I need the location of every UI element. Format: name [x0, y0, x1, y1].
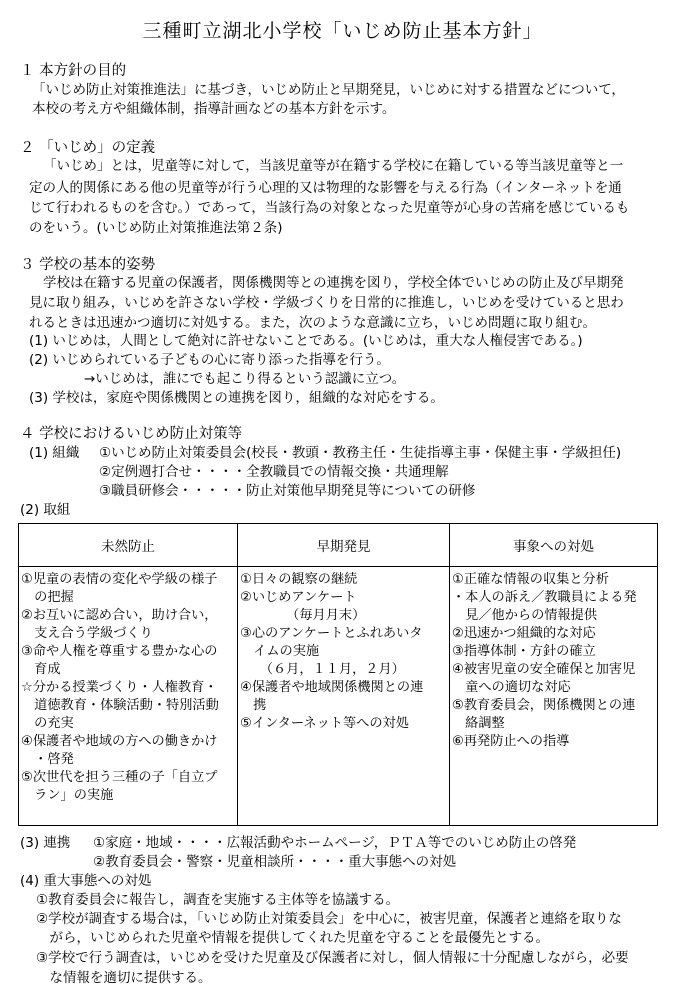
- cell-line: 童への適切な対応: [452, 680, 571, 695]
- section-3-item: (1) いじめは，人間として絶対に許せないことである。(いじめは，重大な人権侵害である。): [29, 333, 583, 349]
- cell-line: ④被害児童の安全確保と加害児: [452, 662, 636, 677]
- org-label: (1) 組織: [29, 445, 80, 461]
- cell-line: ①児童の表情の変化や学級の様子: [21, 572, 218, 587]
- cell-line: ・本人の訴え／教職員による発: [452, 590, 637, 605]
- cell-line: 支え合う学級づくり: [21, 626, 153, 641]
- cell-line: ⑥再発防止への指導: [452, 734, 570, 749]
- table-row: [19, 567, 658, 826]
- section-3-line: れるときは迅速かつ適切に対処する。また，次のような意識に立ち，いじめ問題に取り組む。: [29, 315, 596, 331]
- cell-line: ⑤教育委員会，関係機関との連: [452, 698, 636, 713]
- section-4-heading: ４ 学校におけるいじめ防止対策等: [20, 426, 243, 442]
- cell-line: ②お互いに認め合い，助け合い，: [21, 608, 218, 623]
- table-header-response: 事象への対処: [450, 524, 658, 567]
- cell-line: ⑤インターネット等への対処: [240, 716, 409, 731]
- torikumi-label: (2) 取組: [20, 502, 71, 518]
- cell-line: ②いじめアンケート: [240, 590, 357, 605]
- cell-line: （毎月月末）: [240, 608, 366, 623]
- table-header-prevention: 未然防止: [19, 524, 238, 567]
- section-2-line: 定の人的関係にある他の児童等が行う心理的又は物理的な影響を与える行為（インターネットを通: [29, 180, 622, 196]
- table-header-early-detection: 早期発見: [238, 524, 450, 567]
- section-2-heading: ２ 「いじめ」の定義: [20, 140, 156, 156]
- cell-line: 育成: [21, 662, 61, 677]
- section-2-line: 「いじめ」とは，児童等に対して，当該児童等が在籍する学校に在籍している等当該児童等と一: [43, 158, 624, 174]
- org-item: ②定例週打合せ・・・・全教職員での情報交換・共通理解: [99, 464, 449, 480]
- juudai-line: がら，いじめられた児童や情報を提供してくれた児童を守ることを最優先とする。: [36, 930, 549, 946]
- section-2-line: じて行われるものを含む。）であって，当該行為の対象となった児童等が心身の苦痛を感じているも: [29, 200, 630, 216]
- cell-line: の充実: [21, 716, 74, 731]
- section-1-line: 本校の考え方や組織体制，指導計画などの基本方針を示す。: [32, 101, 396, 117]
- cell-line: 絡調整: [452, 716, 505, 731]
- section-2-line: のをいう。(いじめ防止対策推進法第２条): [29, 220, 283, 236]
- cell-line: ②迅速かつ組織的な対応: [452, 626, 596, 641]
- juudai-line: ③学校で行う調査は，いじめを受けた児童及び保護者に対し，個人情報に十分配慮しながら，必要: [36, 950, 629, 966]
- juudai-label: (4) 重大事態への対処: [20, 873, 152, 889]
- cell-line: ①日々の観察の継続: [240, 572, 358, 587]
- juudai-line: な情報を適切に提供する。: [36, 970, 212, 986]
- section-3-note: →いじめは，誰にでも起こり得るという認識に立つ。: [84, 371, 406, 387]
- juudai-line: ②学校が調査する場合は，「いじめ防止対策委員会」を中心に，被害児童，保護者と連絡を取りな: [36, 911, 622, 927]
- response-cell: [450, 567, 658, 826]
- table-header-row: [19, 524, 658, 567]
- cell-line: ・啓発: [21, 752, 74, 767]
- prevention-cell: [19, 567, 238, 826]
- org-item: ③職員研修会・・・・・防止対策他早期発見等についての研修: [99, 483, 476, 499]
- section-3-line: 学校は在籍する児童の保護者，関係機関等との連携を図り，学校全体でいじめの防止及び早期発: [43, 275, 624, 291]
- page-title: 三種町立湖北小学校「いじめ防止基本方針」: [142, 20, 543, 42]
- cell-line: ラン」の実施: [21, 788, 114, 803]
- measures-table: [18, 523, 658, 826]
- cell-line: ③心のアンケートとふれあいタ: [240, 626, 423, 641]
- cell-line: （６月，１１月，２月）: [240, 662, 405, 677]
- renkei-item: ②教育委員会・警察・児童相談所・・・・重大事態への対処: [93, 854, 457, 870]
- section-1-line: 「いじめ防止対策推進法」に基づき，いじめ防止と早期発見，いじめに対する措置などについて，: [32, 82, 625, 98]
- section-3-line: 見に取り組み，いじめを許さない学校・学級づくりを日常的に推進し，いじめを受けていると思わ: [29, 295, 624, 311]
- early-detection-cell: [238, 567, 450, 826]
- cell-line: イムの実施: [240, 644, 320, 659]
- cell-line: 道徳教育・体験活動・特別活動: [21, 698, 219, 713]
- section-1-heading: １ 本方針の目的: [20, 63, 127, 79]
- org-item: ①いじめ防止対策委員会(校長・教頭・教務主任・生徒指導主事・保健主事・学級担任): [99, 445, 622, 461]
- renkei-label: (3) 連携: [20, 835, 71, 851]
- section-3-heading: ３ 学校の基本的姿勢: [20, 257, 156, 273]
- cell-line: ①正確な情報の収集と分析: [452, 572, 609, 587]
- cell-line: 携: [240, 698, 267, 713]
- cell-line: ④保護者や地域関係機関との連: [240, 680, 424, 695]
- juudai-line: ①教育委員会に報告し，調査を実施する主体等を協議する。: [36, 892, 400, 908]
- section-3-item: (2) いじめられている子どもの心に寄り添った指導を行う。: [29, 352, 390, 368]
- cell-line: ③指導体制・方針の確立: [452, 644, 596, 659]
- cell-line: の把握: [21, 590, 74, 605]
- cell-line: ☆分かる授業づくり・人権教育・: [21, 680, 218, 695]
- cell-line: ⑤次世代を担う三種の子「自立プ: [21, 770, 218, 785]
- renkei-item: ①家庭・地域・・・・広報活動やホームページ，ＰＴＡ等でのいじめ防止の啓発: [93, 835, 577, 851]
- section-3-item: (3) 学校は，家庭や関係機関との連携を図り，組織的な対応をする。: [29, 390, 444, 406]
- cell-line: 見／他からの情報提供: [452, 608, 598, 623]
- cell-line: ④保護者や地域の方への働きかけ: [21, 734, 218, 749]
- cell-line: ③命や人権を尊重する豊かな心の: [21, 644, 218, 659]
